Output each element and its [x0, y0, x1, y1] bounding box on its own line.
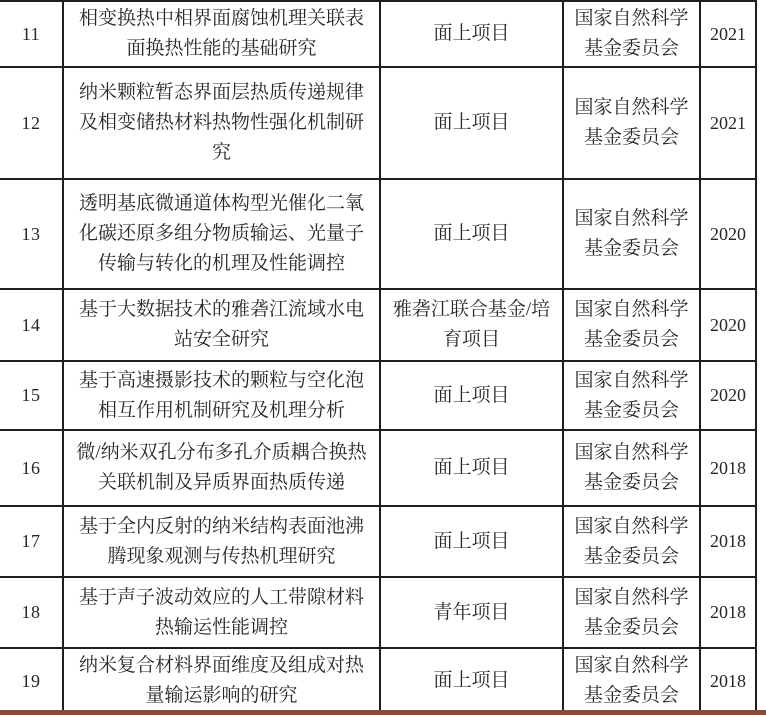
table-row	[0, 577, 756, 648]
row-number-cell: 13	[0, 179, 63, 289]
project-type-cell: 面上项目	[380, 648, 563, 714]
project-title-cell: 基于高速摄影技术的颗粒与空化泡相互作用机制研究及机理分析	[63, 361, 380, 430]
funding-agency-cell: 国家自然科学基金委员会	[563, 361, 700, 430]
bottom-accent-line	[0, 710, 766, 715]
row-number-cell: 15	[0, 361, 63, 430]
project-type-cell: 面上项目	[380, 361, 563, 430]
project-title-cell: 基于声子波动效应的人工带隙材料热输运性能调控	[63, 577, 380, 648]
project-type-cell: 面上项目	[380, 179, 563, 289]
year-cell: 2020	[700, 361, 756, 430]
funding-agency-cell: 国家自然科学基金委员会	[563, 1, 700, 67]
year-cell: 2020	[700, 289, 756, 361]
funding-agency-cell: 国家自然科学基金委员会	[563, 67, 700, 179]
project-type-cell: 雅砻江联合基金/培育项目	[380, 289, 563, 361]
year-cell: 2021	[700, 1, 756, 67]
table-row	[0, 506, 756, 577]
project-title-cell: 基于全内反射的纳米结构表面池沸腾现象观测与传热机理研究	[63, 506, 380, 577]
funding-agency-cell: 国家自然科学基金委员会	[563, 506, 700, 577]
year-cell: 2021	[700, 67, 756, 179]
project-type-cell: 青年项目	[380, 577, 563, 648]
funding-agency-cell: 国家自然科学基金委员会	[563, 648, 700, 714]
year-cell: 2018	[700, 506, 756, 577]
funding-agency-cell: 国家自然科学基金委员会	[563, 289, 700, 361]
project-title-cell: 基于大数据技术的雅砻江流域水电站安全研究	[63, 289, 380, 361]
table-row	[0, 67, 756, 179]
row-number-cell: 11	[0, 1, 63, 67]
project-type-cell: 面上项目	[380, 430, 563, 506]
year-cell: 2018	[700, 648, 756, 714]
year-cell: 2018	[700, 430, 756, 506]
table-row	[0, 1, 756, 67]
project-title-cell: 相变换热中相界面腐蚀机理关联表面换热性能的基础研究	[63, 1, 380, 67]
table-row	[0, 361, 756, 430]
funding-agency-cell: 国家自然科学基金委员会	[563, 577, 700, 648]
row-number-cell: 17	[0, 506, 63, 577]
row-number-cell: 19	[0, 648, 63, 714]
row-number-cell: 14	[0, 289, 63, 361]
funding-agency-cell: 国家自然科学基金委员会	[563, 179, 700, 289]
project-title-cell: 纳米复合材料界面维度及组成对热量输运影响的研究	[63, 648, 380, 714]
project-title-cell: 纳米颗粒暂态界面层热质传递规律及相变储热材料热物性强化机制研究	[63, 67, 380, 179]
table-row	[0, 648, 756, 714]
table-row	[0, 289, 756, 361]
year-cell: 2018	[700, 577, 756, 648]
project-type-cell: 面上项目	[380, 67, 563, 179]
year-cell: 2020	[700, 179, 756, 289]
project-title-cell: 透明基底微通道体构型光催化二氧化碳还原多组分物质输运、光量子传输与转化的机理及性能调控	[63, 179, 380, 289]
table-row	[0, 179, 756, 289]
project-type-cell: 面上项目	[380, 1, 563, 67]
project-title-cell: 微/纳米双孔分布多孔介质耦合换热关联机制及异质界面热质传递	[63, 430, 380, 506]
funding-agency-cell: 国家自然科学基金委员会	[563, 430, 700, 506]
table-row	[0, 430, 756, 506]
row-number-cell: 18	[0, 577, 63, 648]
row-number-cell: 12	[0, 67, 63, 179]
project-type-cell: 面上项目	[380, 506, 563, 577]
row-number-cell: 16	[0, 430, 63, 506]
